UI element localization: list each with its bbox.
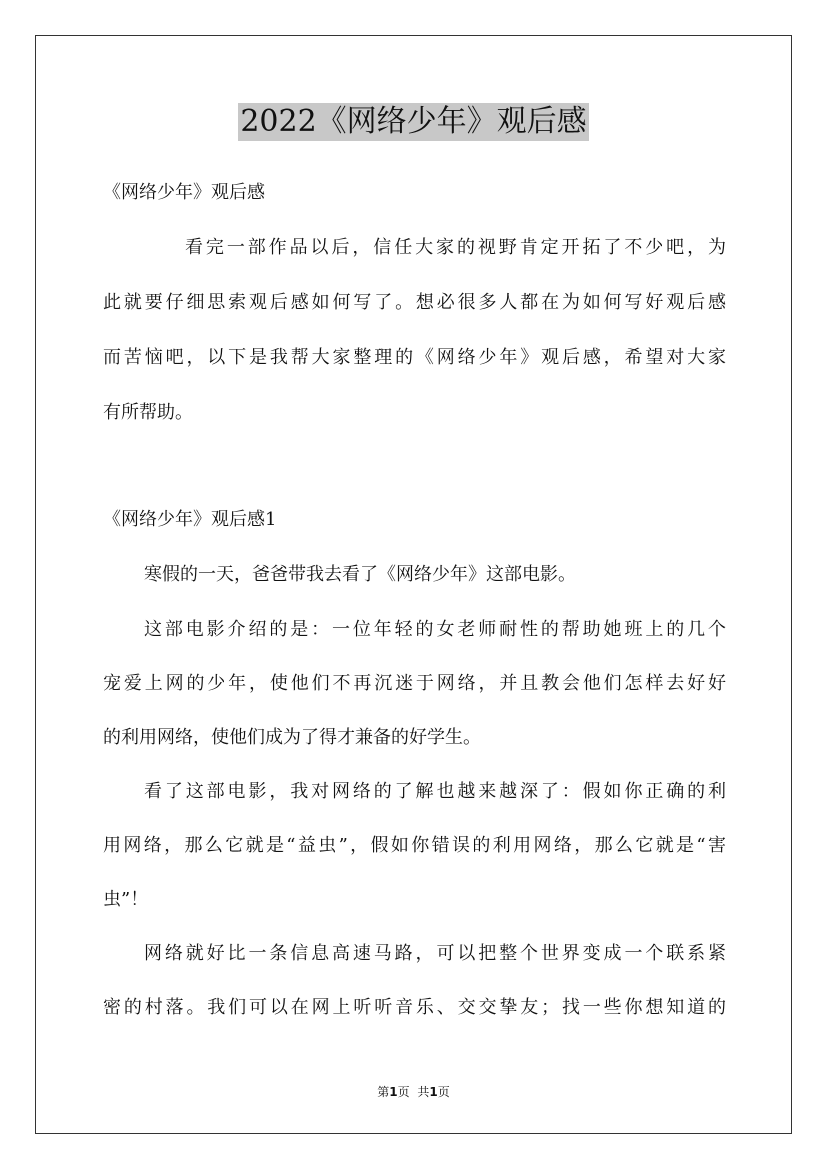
footer-total-prefix: 共	[417, 1085, 430, 1099]
title-container	[0, 103, 827, 141]
footer-page-suffix: 页	[397, 1085, 410, 1099]
intro-line: 此就要仔细思索观后感如何写了。想必很多人都在为如何写好观后感	[103, 292, 726, 313]
body-line: 看了这部电影，我对网络的了解也越来越深了：假如你正确的利	[144, 781, 726, 802]
page-footer	[0, 1084, 827, 1100]
intro-line: 有所帮助。	[103, 402, 193, 423]
body-line: 网络就好比一条信息高速马路，可以把整个世界变成一个联系紧	[144, 943, 726, 964]
footer-page-prefix: 第	[377, 1085, 390, 1099]
footer-total-number: 1	[429, 1085, 438, 1099]
document-title: 2022《网络少年》观后感	[240, 104, 587, 139]
footer-page-number: 1	[389, 1085, 398, 1099]
body-line: 用网络，那么它就是“益虫”，假如你错误的利用网络，那么它就是“害	[103, 835, 726, 856]
subtitle: 《网络少年》观后感	[103, 182, 265, 203]
body-line: 寒假的一天，爸爸带我去看了《网络少年》这部电影。	[144, 564, 576, 585]
body-line: 这部电影介绍的是：一位年轻的女老师耐性的帮助她班上的几个	[144, 619, 726, 640]
body-line: 宠爱上网的少年，使他们不再沉迷于网络，并且教会他们怎样去好好	[103, 673, 726, 694]
body-line: 虫”！	[103, 889, 149, 910]
body-line: 的利用网络，使他们成为了得才兼备的好学生。	[103, 727, 481, 748]
section-heading: 《网络少年》观后感1	[103, 509, 277, 530]
intro-line: 而苦恼吧，以下是我帮大家整理的《网络少年》观后感，希望对大家	[103, 347, 726, 368]
footer-total-suffix: 页	[437, 1085, 450, 1099]
body-line: 密的村落。我们可以在网上听听音乐、交交挚友；找一些你想知道的	[103, 997, 726, 1018]
intro-line: 看完一部作品以后，信任大家的视野肯定开拓了不少吧，为	[185, 237, 726, 258]
